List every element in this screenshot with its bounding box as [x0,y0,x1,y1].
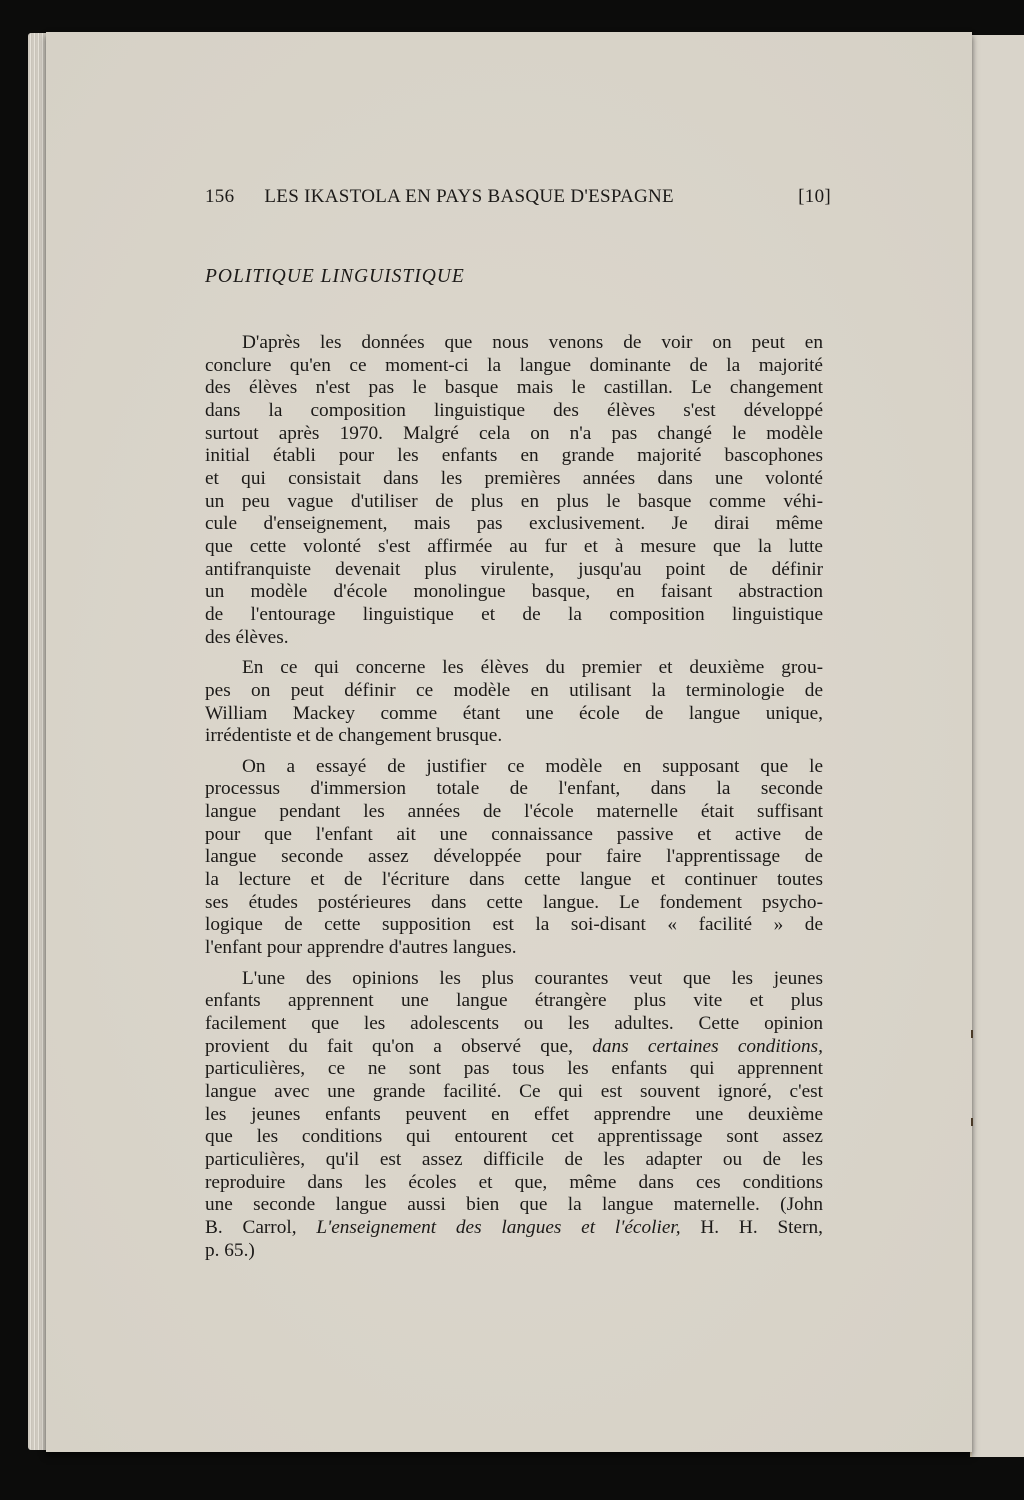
text-line: particulières, ce ne sont pas tous les enfants qui apprennent [205,1058,823,1080]
text-line: pour que l'enfant ait une connaissance passive et active de [205,823,823,845]
text-line: particulières, qu'il est assez difficile de les adapter ou de les [205,1148,823,1170]
text-line: langue avec une grande facilité. Ce qui est souvent ignoré, c'est [205,1081,823,1102]
text-line: antifranquiste devenait plus virulente, jusqu'au point de définir [205,558,823,580]
text-line: irrédentiste et de changement brusque. [205,725,503,747]
text-line: dans la composition linguistique des élèves s'est développé [205,399,823,421]
text-line: des élèves n'est pas le basque mais le castillan. Le changement [205,377,823,399]
text-line: ses études postérieures dans cette langue. Le fondement psycho- [205,891,823,913]
text-line: p. 65.) [205,1239,255,1261]
paragraph-2 [205,657,823,748]
text-line: L'une des opinions les plus courantes veut que les jeunes [242,967,823,989]
text-line: langue seconde assez développée pour faire l'apprentissage de [205,846,823,868]
text-line: logique de cette supposition est la soi-disant « facilité » de [205,914,823,936]
text-line: surtout après 1970. Malgré cela on n'a pas changé le modèle [205,422,823,444]
text-line: des élèves. [205,626,289,648]
text-line: les jeunes enfants peuvent en effet apprendre une deuxième [205,1103,823,1125]
paragraph-4 [205,968,823,1263]
running-head-title: LES IKASTOLA EN PAYS BASQUE D'ESPAGNE [264,186,674,207]
text-line: facilement que les adolescents ou les adultes. Cette opinion [205,1013,823,1035]
text-line: un peu vague d'utiliser de plus en plus le basque comme véhi- [205,490,823,512]
text-line: enfants apprennent une langue étrangère plus vite et plus [205,990,823,1012]
chapter-ref: [10] [798,186,831,207]
text-line: D'après les données que nous venons de voir on peut en [242,332,823,353]
text-line: langue pendant les années de l'école maternelle était suffisant [205,801,823,823]
paragraph-3 [205,756,823,960]
text-line: l'enfant pour apprendre d'autres langues. [205,937,517,959]
gutter-mark [971,1118,973,1126]
text-line: En ce qui concerne les élèves du premier et deuxième grou- [242,657,823,679]
text-line: reproduire dans les écoles et que, même dans ces conditions [205,1171,823,1193]
section-title: POLITIQUE LINGUISTIQUE [205,266,465,287]
book-title: L'enseignement des langues et l'écolier, [316,1216,681,1238]
text-line: et qui consistait dans les premières années dans une volonté [205,467,823,489]
text-line: processus d'immersion totale de l'enfant, dans la seconde [205,778,823,800]
text-line: un modèle d'école monolingue basque, en faisant abstraction [205,581,823,603]
text-line: que cette volonté s'est affirmée au fur et à mesure que la lutte [205,535,823,557]
text-line: cule d'enseignement, mais pas exclusivement. Je dirai même [205,513,823,535]
text-line: une seconde langue aussi bien que la langue maternelle. (John [205,1194,823,1216]
text-line: conclure qu'en ce moment-ci la langue dominante de la majorité [205,354,823,376]
text-line: William Mackey comme étant une école de langue unique, [205,702,823,724]
text-line: que les conditions qui entourent cet apprentissage sont assez [205,1126,823,1148]
body-text [205,332,823,1270]
text-line [205,1036,823,1059]
text-line: On a essayé de justifier ce modèle en supposant que le [242,755,823,777]
page-number: 156 [205,186,235,207]
italic-fragment: dans certaines conditions, [592,1035,824,1057]
text-line: de l'entourage linguistique et de la composition linguistique [205,603,823,625]
paragraph-1 [205,332,823,649]
running-head [205,186,831,208]
text-line: initial établi pour les enfants en grande majorité bascophones [205,445,823,467]
text-fragment: B. Carrol, [205,1216,317,1238]
text-line: la lecture et de l'écriture dans cette langue et continuer toutes [205,869,823,891]
text-fragment: H. H. Stern, [680,1216,823,1238]
text-line: pes on peut définir ce modèle en utilisant la terminologie de [205,679,823,701]
gutter-mark [971,1030,973,1038]
text-fragment: provient du fait qu'on a observé que, [205,1035,593,1057]
facing-page-edge [970,35,1024,1457]
text-line [205,1217,823,1240]
